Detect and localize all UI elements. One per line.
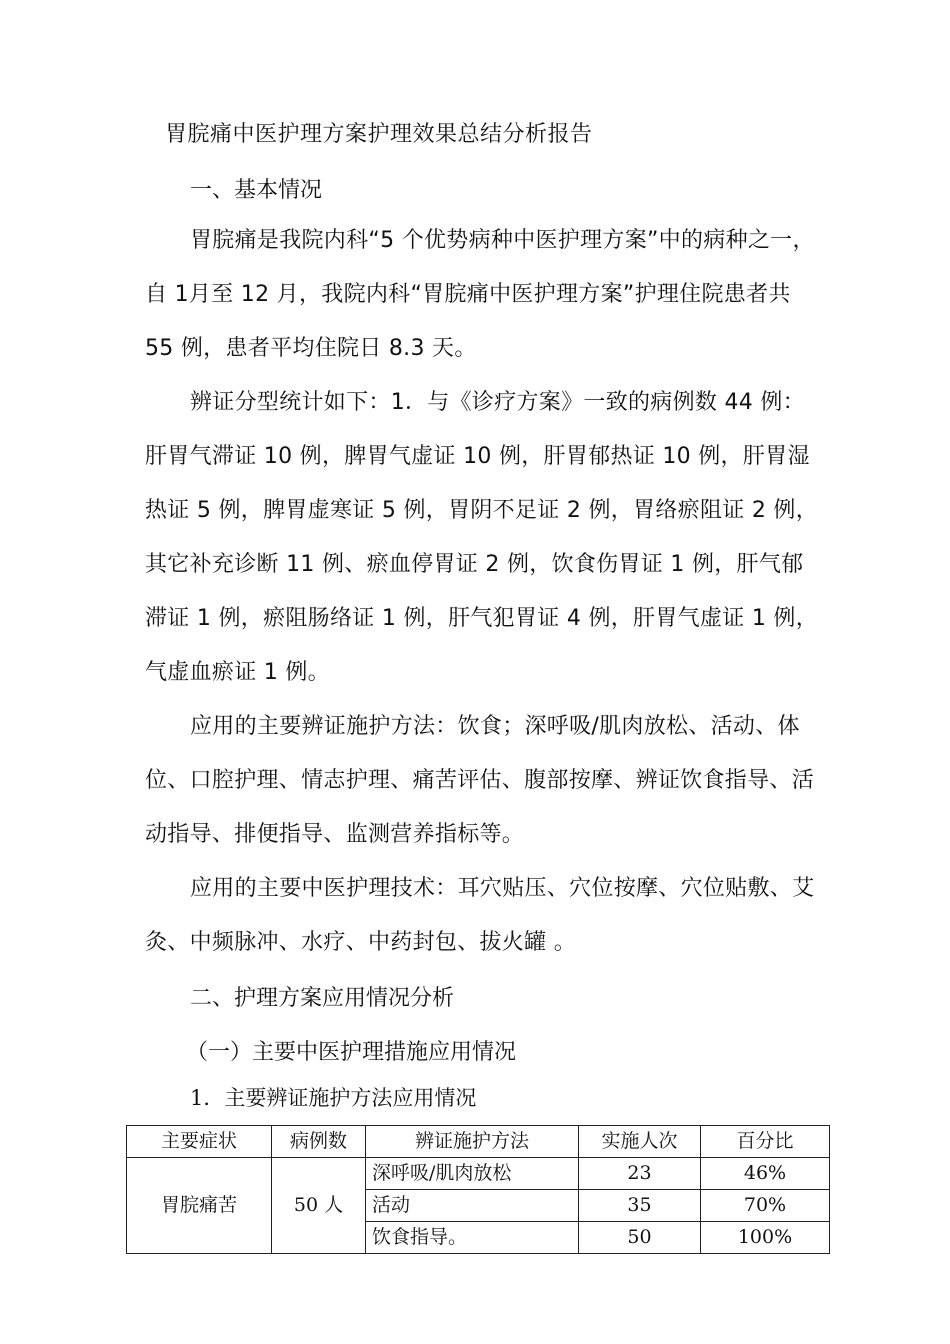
method-cell: 饮食指导。 bbox=[366, 1222, 579, 1254]
percent-cell: 70% bbox=[701, 1190, 830, 1222]
table-header-row bbox=[127, 1126, 830, 1158]
subsection-heading-methods-usage: 1．主要辨证施护方法应用情况 bbox=[190, 1086, 477, 1110]
method-cell: 活动 bbox=[366, 1190, 579, 1222]
percent-cell: 100% bbox=[701, 1222, 830, 1254]
paragraph-nursing-techniques: 应用的主要中医护理技术：耳穴贴压、穴位按摩、穴位贴敷、艾灸、中频脉冲、水疗、中药封包、拔火罐 。 bbox=[145, 876, 815, 955]
paragraph-syndrome-types: 辨证分型统计如下：1．与《诊疗方案》一致的病例数 44 例：肝胃气滞证 10 例，脾胃气虚证 10 例，肝胃郁热证 10 例，肝胃湿热证 5 例，脾胃虚寒证 5 例，胃阴不足证 2 例，胃络瘀阻证 2 例，其它补充诊断 11 例、瘀血停胃证 2 例，饮食伤胃证 1 例，肝气郁滞证 1 例，瘀阻肠络证 1 例，肝气犯胃证 4 例，肝胃气虚证 1 例，气虚血瘀证 1 例。 bbox=[145, 390, 819, 685]
count-cell: 50 bbox=[579, 1222, 701, 1254]
table-row bbox=[127, 1158, 830, 1190]
cases-cell: 50 人 bbox=[272, 1158, 366, 1254]
table-header-cell: 病例数 bbox=[272, 1126, 366, 1158]
section-heading-basic-info: 一、基本情况 bbox=[190, 178, 323, 203]
table-header-cell: 辨证施护方法 bbox=[366, 1126, 579, 1158]
paragraph-nursing-methods: 应用的主要辨证施护方法：饮食；深呼吸/肌肉放松、活动、体位、口腔护理、情志护理、痛苦评估、腹部按摩、辨证饮食指导、活动指导、排便指导、监测营养指标等。 bbox=[145, 714, 815, 847]
symptom-cell: 胃脘痛苦 bbox=[127, 1158, 272, 1254]
table-header-cell: 主要症状 bbox=[127, 1126, 272, 1158]
percent-cell: 46% bbox=[701, 1158, 830, 1190]
section-heading-application-analysis: 二、护理方案应用情况分析 bbox=[190, 986, 455, 1011]
document-title: 胃脘痛中医护理方案护理效果总结分析报告 bbox=[165, 122, 593, 147]
methods-usage-table bbox=[126, 1125, 830, 1254]
method-cell: 深呼吸/肌肉放松 bbox=[366, 1158, 579, 1190]
count-cell: 23 bbox=[579, 1158, 701, 1190]
paragraph-overview: 胃脘痛是我院内科“5 个优势病种中医护理方案”中的病种之一，自 1月至 12 月，我院内科“胃脘痛中医护理方案”护理住院患者共 55 例，患者平均住院日 8.3 天。 bbox=[145, 228, 815, 361]
table-header-cell: 实施人次 bbox=[579, 1126, 701, 1158]
table-header-cell: 百分比 bbox=[701, 1126, 830, 1158]
count-cell: 35 bbox=[579, 1190, 701, 1222]
subsection-heading-measures: （一）主要中医护理措施应用情况 bbox=[186, 1040, 517, 1065]
